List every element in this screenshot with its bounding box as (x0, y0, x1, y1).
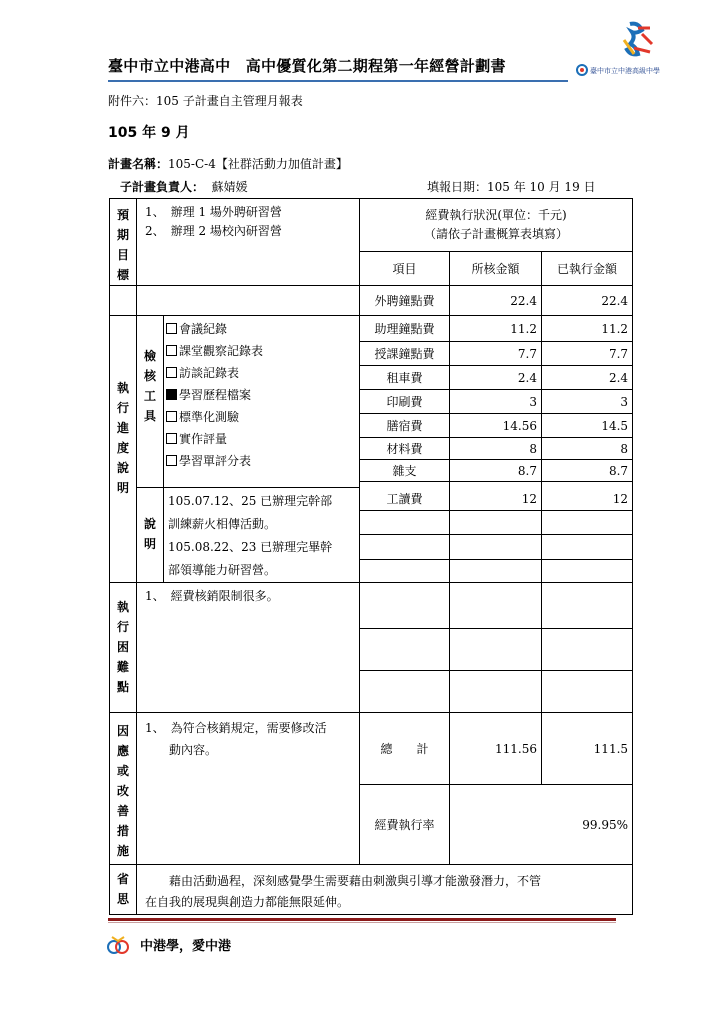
budget-empty (450, 629, 542, 671)
unchecked-box-icon (166, 345, 177, 356)
budget-executed: 11.2 (542, 316, 633, 342)
budget-executed: 8 (542, 438, 633, 460)
total-approved: 111.56 (450, 713, 542, 785)
budget-empty (542, 583, 633, 629)
budget-executed: 3 (542, 390, 633, 414)
plan-name-label: 計畫名稱： (108, 157, 169, 171)
check-tool-item (166, 428, 359, 450)
reflect-label (110, 865, 137, 915)
budget-approved: 12 (450, 488, 542, 511)
progress-label-text: 執 行 進 度 說 明 (116, 381, 129, 495)
budget-executed: 2.4 (542, 366, 633, 390)
header-rule (108, 80, 568, 82)
reflect-line: 在自我的展現與創造力都能無限延伸。 (145, 895, 350, 909)
budget-empty (360, 510, 450, 535)
explain-line: 105.08.22、23 已辦理完畢幹 (168, 540, 333, 554)
budget-empty (450, 583, 542, 629)
budget-approved: 11.2 (450, 316, 542, 342)
budget-item: 工讀費 (360, 488, 450, 511)
budget-item: 助理鐘點費 (360, 316, 450, 342)
check-tool-label: 實作評量 (179, 432, 228, 446)
attachment-label: 附件六：105 子計畫自主管理月報表 (108, 94, 303, 108)
check-tool-label: 訪談記錄表 (179, 366, 240, 380)
owner-value: 蘇婧媛 (211, 180, 248, 194)
check-tool-label: 學習單評分表 (179, 454, 252, 468)
budget-empty (450, 671, 542, 713)
footer-rule (108, 918, 616, 921)
explain-label-text: 說 明 (143, 517, 156, 551)
check-tools-list (164, 316, 360, 488)
budget-item: 雜支 (360, 460, 450, 482)
budget-approved: 3 (450, 390, 542, 414)
goals-cell-cont (137, 286, 360, 316)
owner-label: 子計畫負責人： (120, 180, 205, 194)
budget-approved: 14.56 (450, 414, 542, 438)
budget-executed: 8.7 (542, 460, 633, 482)
check-tool-item (166, 406, 359, 428)
reflect-label-text: 省 思 (116, 872, 129, 906)
goal-item: 1、 辦理 1 場外聘研習營 (145, 205, 282, 219)
progress-label (110, 316, 137, 583)
col-executed-header: 已執行金額 (542, 251, 633, 285)
difficulty-text: 1、 經費核銷限制很多。 (145, 589, 279, 603)
check-tool-label: 課堂觀察記錄表 (179, 344, 264, 358)
budget-empty (450, 560, 542, 583)
total-executed: 111.5 (542, 713, 633, 785)
budget-item: 印刷費 (360, 390, 450, 414)
budget-approved: 7.7 (450, 342, 542, 366)
budget-title-line2: （請依子計畫概算表填寫） (424, 226, 569, 241)
budget-empty (360, 583, 450, 629)
checked-box-icon (166, 389, 177, 400)
explain-cell (164, 488, 360, 583)
rate-label: 經費執行率 (360, 785, 450, 865)
budget-approved: 2.4 (450, 366, 542, 390)
document-title: 臺中市立中港高中 高中優質化第二期程第一年經營計劃書 (108, 57, 506, 75)
check-tools-label (137, 316, 164, 488)
measures-cell (137, 713, 360, 865)
col-item-header: 項目 (360, 251, 450, 285)
goals-cell (137, 199, 360, 286)
reflect-line: 藉由活動過程，深刻感覺學生需要藉由刺激與引導才能激發潛力，不管 (145, 874, 542, 888)
check-tool-item (166, 384, 359, 406)
budget-empty (542, 510, 633, 535)
explain-label (137, 488, 164, 583)
budget-executed: 22.4 (542, 286, 633, 316)
school-logo-text: 臺中市立中港高級中學 (590, 67, 660, 75)
budget-empty (360, 560, 450, 583)
measures-line: 動內容。 (145, 743, 218, 757)
plan-name-value: 105-C-4【社群活動力加值計畫】 (168, 157, 348, 171)
explain-line: 部領導能力研習營。 (168, 563, 277, 577)
unchecked-box-icon (166, 323, 177, 334)
budget-title-line1: 經費執行狀況(單位：千元) (425, 207, 567, 222)
difficulty-label (110, 583, 137, 713)
budget-item: 膳宿費 (360, 414, 450, 438)
budget-executed: 14.5 (542, 414, 633, 438)
goals-label (110, 199, 137, 286)
explain-line: 105.07.12、25 已辦理完幹部 (168, 494, 333, 508)
check-tool-label: 標準化測驗 (179, 410, 240, 424)
goal-item: 2、 辦理 2 場校內研習營 (145, 224, 282, 238)
footer-rule-thin (108, 922, 616, 923)
budget-approved: 22.4 (450, 286, 542, 316)
unchecked-box-icon (166, 433, 177, 444)
budget-approved: 8.7 (450, 460, 542, 482)
budget-executed: 12 (542, 488, 633, 511)
budget-empty (542, 560, 633, 583)
check-tool-item (166, 340, 359, 362)
check-tool-item (166, 318, 359, 340)
col-approved-header: 所核金額 (450, 251, 542, 285)
plan-name (108, 155, 348, 172)
unchecked-box-icon (166, 411, 177, 422)
report-period: 105 年 9 月 (108, 125, 190, 141)
budget-item: 授課鐘點費 (360, 342, 450, 366)
plan-owner (120, 178, 248, 195)
budget-empty (450, 510, 542, 535)
budget-empty (542, 535, 633, 560)
rate-value: 99.95% (450, 785, 633, 865)
budget-title (360, 199, 633, 252)
unchecked-box-icon (166, 455, 177, 466)
report-table (109, 198, 633, 915)
check-label-text: 檢 核 工 具 (143, 349, 156, 423)
budget-empty (542, 671, 633, 713)
goals-label-text: 預 期 目 標 (116, 208, 129, 282)
difficulty-label-text: 執 行 困 難 點 (116, 600, 129, 694)
budget-empty (360, 535, 450, 560)
budget-executed: 7.7 (542, 342, 633, 366)
goals-label-cont (110, 286, 137, 316)
budget-empty (450, 535, 542, 560)
budget-empty (360, 671, 450, 713)
check-tool-item (166, 450, 359, 472)
budget-empty (542, 629, 633, 671)
fill-date: 填報日期：105 年 10 月 19 日 (427, 180, 596, 194)
total-label: 總 計 (360, 713, 450, 785)
measures-label-text: 因 應 或 改 善 措 施 (116, 724, 129, 858)
budget-approved: 8 (450, 438, 542, 460)
budget-item: 材料費 (360, 438, 450, 460)
check-tool-item (166, 362, 359, 384)
unchecked-box-icon (166, 367, 177, 378)
footer-logo-icon (106, 933, 130, 957)
check-tool-label: 學習歷程檔案 (179, 388, 252, 402)
reflect-cell (137, 865, 633, 915)
measures-line: 1、 為符合核銷規定，需要修改活 (145, 721, 327, 735)
measures-label (110, 713, 137, 865)
school-logo (572, 20, 660, 82)
budget-item: 外聘鐘點費 (360, 286, 450, 316)
budget-item: 租車費 (360, 366, 450, 390)
budget-empty (360, 629, 450, 671)
explain-line: 訓練薪火相傳活動。 (168, 517, 277, 531)
check-tool-label: 會議紀錄 (179, 322, 228, 336)
footer-slogan: 中港學，愛中港 (140, 939, 232, 954)
difficulty-cell (137, 583, 360, 713)
